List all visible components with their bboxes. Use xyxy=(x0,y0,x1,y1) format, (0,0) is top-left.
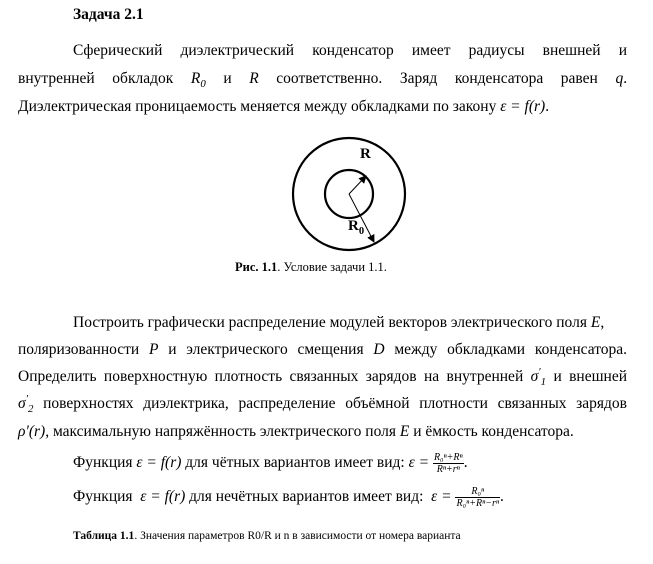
para2-line1: Построить графически распределение модулей векторов электрического поля E, xyxy=(73,314,605,331)
figure-label-R: R xyxy=(360,146,371,162)
even-fraction: $\frac{\text{R₀ⁿ+Rⁿ}}{\text{Rⁿ+rⁿ}}$ xyxy=(433,452,463,475)
para1-line2: внутренней обкладок $R_0$ и R соответственно. Заряд конденсатора равен q. xyxy=(18,70,628,91)
para2-line5: ρ′(r), максимальную напряжённость электрического поля E и ёмкость конденсатора. xyxy=(18,423,574,440)
figure-caption: Рис. 1.1. Условие задачи 1.1. xyxy=(235,260,387,274)
func-even: Функция ε = f(r) для чётных вариантов имеет вид: ε = $\frac{\text{R₀ⁿ+Rⁿ}}{\text{Rⁿ+rⁿ}}$ . xyxy=(73,452,468,475)
odd-fraction: $\frac{\text{R₀ⁿ}}{\text{R₀ⁿ+Rⁿ−rⁿ}}$ xyxy=(456,486,500,509)
para2-line3: Определить поверхностную плотность связанных зарядов на внутренней $\sigma'_1$ и внешней xyxy=(18,365,628,389)
radius-R-arrow xyxy=(349,176,366,194)
capacitor-figure xyxy=(285,134,420,254)
para2-line4: $\sigma'_2$ поверхностях диэлектрика, распределение объёмной плотности связанных зарядов xyxy=(18,392,627,416)
para1-line3: Диэлектрическая проницаемость меняется между обкладками по закону ε = f(r). xyxy=(18,98,550,115)
task-title: Задача 2.1 xyxy=(73,6,144,23)
func-odd: Функция ε = f(r) для нечётных вариантов имеет вид: ε = $\frac{\text{R₀ⁿ}}{\text{R₀ⁿ+Rⁿ−rⁿ}}$ . xyxy=(73,486,504,509)
para1-line1: Сферический диэлектрический конденсатор имеет радиусы внешней и xyxy=(73,42,627,59)
para2-line2: поляризованности P и электрического смещения D между обкладками конденсатора. xyxy=(18,341,628,358)
figure-label-R0: $R_0$ xyxy=(348,218,365,237)
table-caption: Таблица 1.1. Значения параметров R0/R и n в зависимости от номера варианта xyxy=(73,530,461,542)
